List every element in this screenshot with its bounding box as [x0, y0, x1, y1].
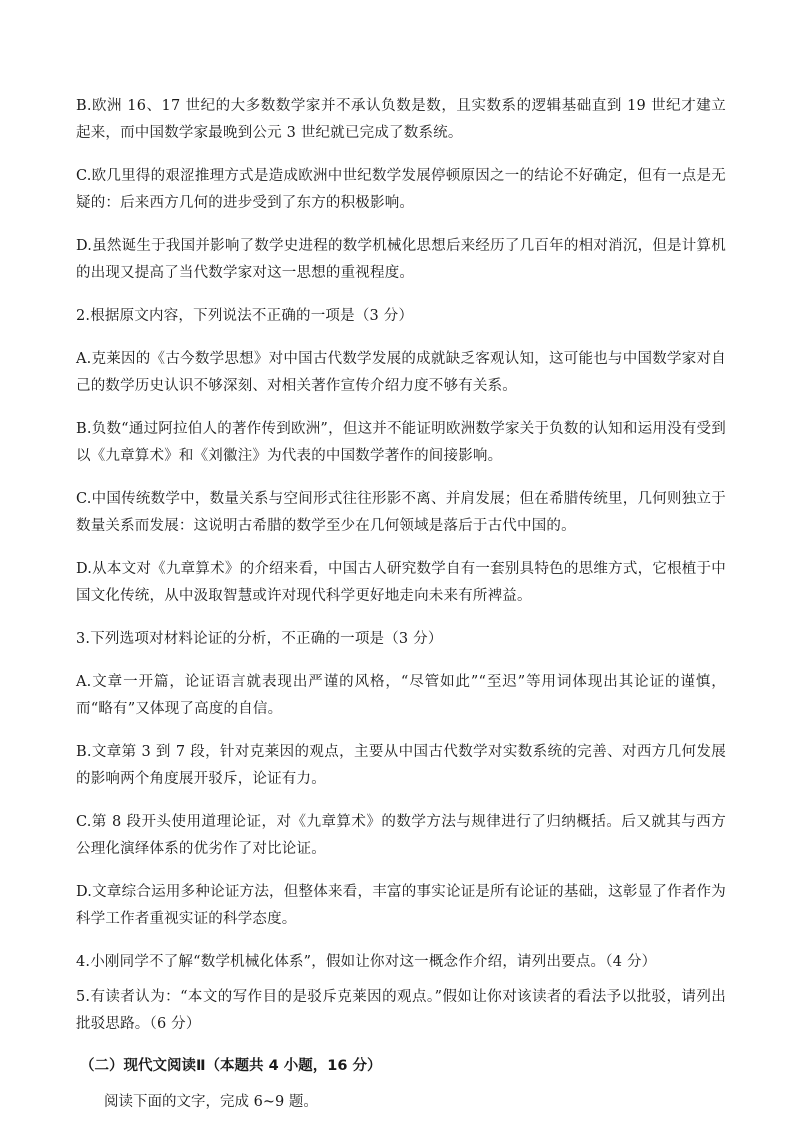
- option-a-q3: A.文章一开篇，论证语言就表现出严谨的风格，“尽管如此”“至迟”等用词体现出其论证的谨慎，而“略有”又体现了高度的自信。: [76, 674, 726, 717]
- section-heading: （二）现代文阅读Ⅱ（本题共 4 小题，16 分）: [80, 1058, 382, 1074]
- option-d-q3: D.文章综合运用多种论证方法，但整体来看，丰富的事实论证是所有论证的基础，这彰显了作者作为科学工作者重视实证的科学态度。: [76, 884, 726, 927]
- question-5: 5.有读者认为：“本文的写作目的是驳斥克莱因的观点。”假如让你对该读者的看法予以批驳，请列出批驳思路。（6 分）: [76, 989, 726, 1032]
- option-c-q2: C.中国传统数学中，数量关系与空间形式往往形影不离、并肩发展；但在希腊传统里，几何则独立于数量关系而发展：这说明古希腊的数学至少在几何领域是落后于古代中国的。: [76, 491, 726, 534]
- option-d-q1: D.虽然诞生于我国并影响了数学史进程的数学机械化思想后来经历了几百年的相对消沉，但是计算机的出现又提高了当代数学家对这一思想的重视程度。: [76, 238, 726, 281]
- option-c-q3: C.第 8 段开头使用道理论证，对《九章算术》的数学方法与规律进行了归纳概括。后又就其与西方公理化演绎体系的优劣作了对比论证。: [76, 814, 726, 857]
- question-3: 3.下列选项对材料论证的分析，不正确的一项是（3 分）: [76, 631, 443, 647]
- question-4: 4.小刚同学不了解“数学机械化体系”，假如让你对这一概念作介绍，请列出要点。（4 分）: [76, 954, 657, 970]
- option-a-q2: A.克莱因的《古今数学思想》对中国古代数学发展的成就缺乏客观认知，这可能也与中国数学家对自己的数学历史认识不够深刻、对相关著作宣传介绍力度不够有关系。: [76, 351, 726, 394]
- question-2: 2.根据原文内容，下列说法不正确的一项是（3 分）: [76, 308, 414, 324]
- option-b-q1: B.欧洲 16、17 世纪的大多数数学家并不承认负数是数，且实数系的逻辑基础直到 19 世纪才建立起来，而中国数学家最晚到公元 3 世纪就已完成了数系统。: [76, 98, 726, 141]
- option-d-q2: D.从本文对《九章算术》的介绍来看，中国古人研究数学自有一套别具特色的思维方式，它根植于中国文化传统，从中汲取智慧或许对现代科学更好地走向未来有所裨益。: [76, 561, 726, 604]
- reading-instruction: 阅读下面的文字，完成 6~9 题。: [104, 1094, 318, 1110]
- option-c-q1: C.欧几里得的艰涩推理方式是造成欧洲中世纪数学发展停顿原因之一的结论不好确定，但有一点是无疑的：后来西方几何的进步受到了东方的积极影响。: [76, 168, 726, 211]
- document-page: [76, 93, 726, 1114]
- option-b-q3: B.文章第 3 到 7 段，针对克莱因的观点，主要从中国古代数学对实数系统的完善、对西方几何发展的影响两个角度展开驳斥，论证有力。: [76, 744, 726, 787]
- option-b-q2: B.负数“通过阿拉伯人的著作传到欧洲”，但这并不能证明欧洲数学家关于负数的认知和运用没有受到以《九章算术》和《刘徽注》为代表的中国数学著作的间接影响。: [76, 421, 726, 464]
